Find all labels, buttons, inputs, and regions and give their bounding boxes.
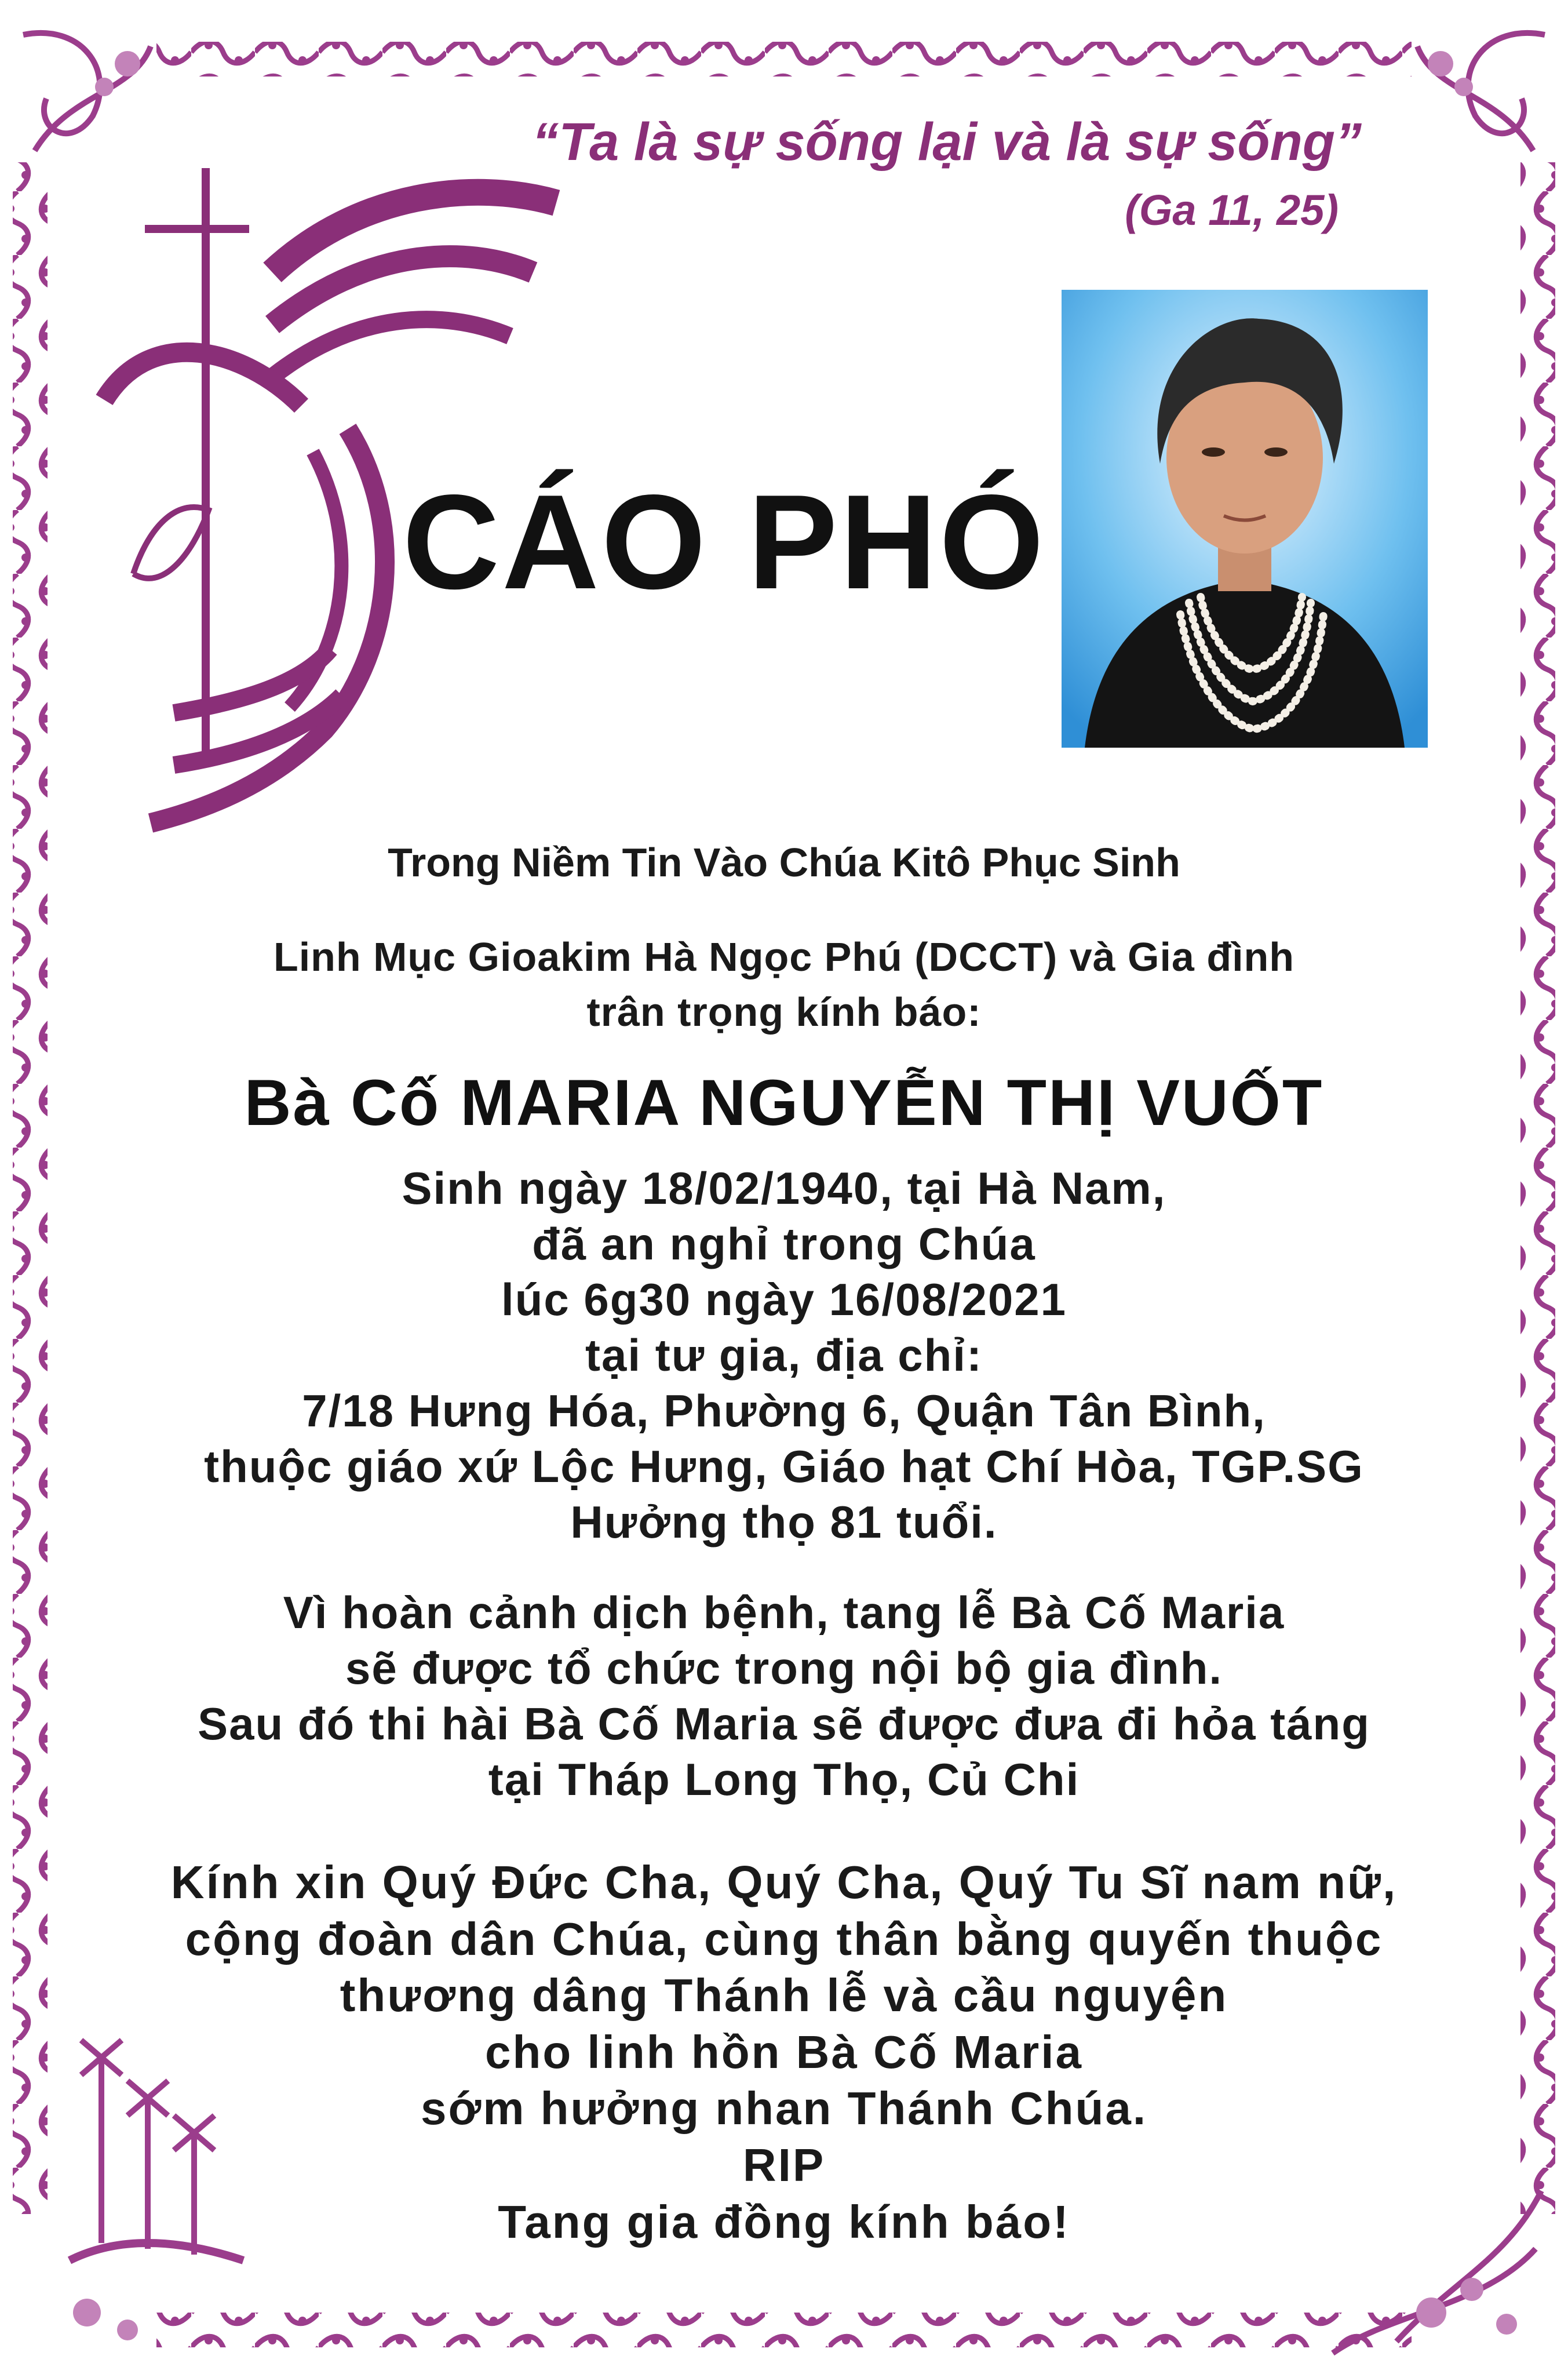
portrait-photo <box>1062 290 1428 748</box>
details-block <box>93 1161 1475 1550</box>
detail-line: 7/18 Hưng Hóa, Phường 6, Quận Tân Bình, <box>302 1385 1266 1436</box>
funeral-line: tại Tháp Long Thọ, Củ Chi <box>488 1753 1080 1805</box>
funeral-line: Vì hoàn cảnh dịch bệnh, tang lễ Bà Cố Maria <box>283 1587 1285 1638</box>
announcer-line: Linh Mục Gioakim Hà Ngọc Phú (DCCT) và Gia đình <box>273 934 1295 980</box>
deceased-name: Bà Cố MARIA NGUYỄN THỊ VUỐT <box>244 1066 1324 1139</box>
funeral-line: Sau đó thi hài Bà Cố Maria sẽ được đưa đi hỏa táng <box>198 1698 1370 1749</box>
detail-line: thuộc giáo xứ Lộc Hưng, Giáo hạt Chí Hòa, TGP.SG <box>204 1440 1364 1492</box>
detail-line: đã an nghỉ trong Chúa <box>532 1218 1036 1269</box>
intro-line: Trong Niềm Tin Vào Chúa Kitô Phục Sinh <box>388 840 1180 885</box>
detail-line: Hưởng thọ 81 tuổi. <box>570 1496 998 1548</box>
detail-line: lúc 6g30 ngày 16/08/2021 <box>501 1273 1067 1325</box>
request-line: cộng đoàn dân Chúa, cùng thân bằng quyến thuộc <box>185 1913 1383 1965</box>
request-line: Tang gia đồng kính báo! <box>498 2195 1070 2248</box>
announcer-line: trân trọng kính báo: <box>586 989 982 1035</box>
detail-line: Sinh ngày 18/02/1940, tại Hà Nam, <box>402 1163 1166 1214</box>
request-line: Kính xin Quý Đức Cha, Quý Cha, Quý Tu Sĩ nam nữ, <box>170 1856 1398 1908</box>
request-line: RIP <box>742 2139 826 2191</box>
request-line: sớm hưởng nhan Thánh Chúa. <box>420 2082 1148 2135</box>
request-line: thương dâng Thánh lễ và cầu nguyện <box>340 1969 1228 2022</box>
detail-line: tại tư gia, địa chỉ: <box>585 1329 983 1381</box>
announcer-block <box>93 930 1475 1039</box>
request-line: cho linh hồn Bà Cố Maria <box>484 2026 1084 2078</box>
bible-verse-quote: “Ta là sự sống lại và là sự sống” <box>532 112 1362 172</box>
bible-verse-reference: (Ga 11, 25) <box>1125 186 1339 234</box>
funeral-line: sẽ được tổ chức trong nội bộ gia đình. <box>345 1642 1223 1694</box>
funeral-block <box>93 1585 1475 1808</box>
request-block <box>93 1854 1475 2250</box>
page-title: CÁO PHÓ <box>402 467 1046 617</box>
